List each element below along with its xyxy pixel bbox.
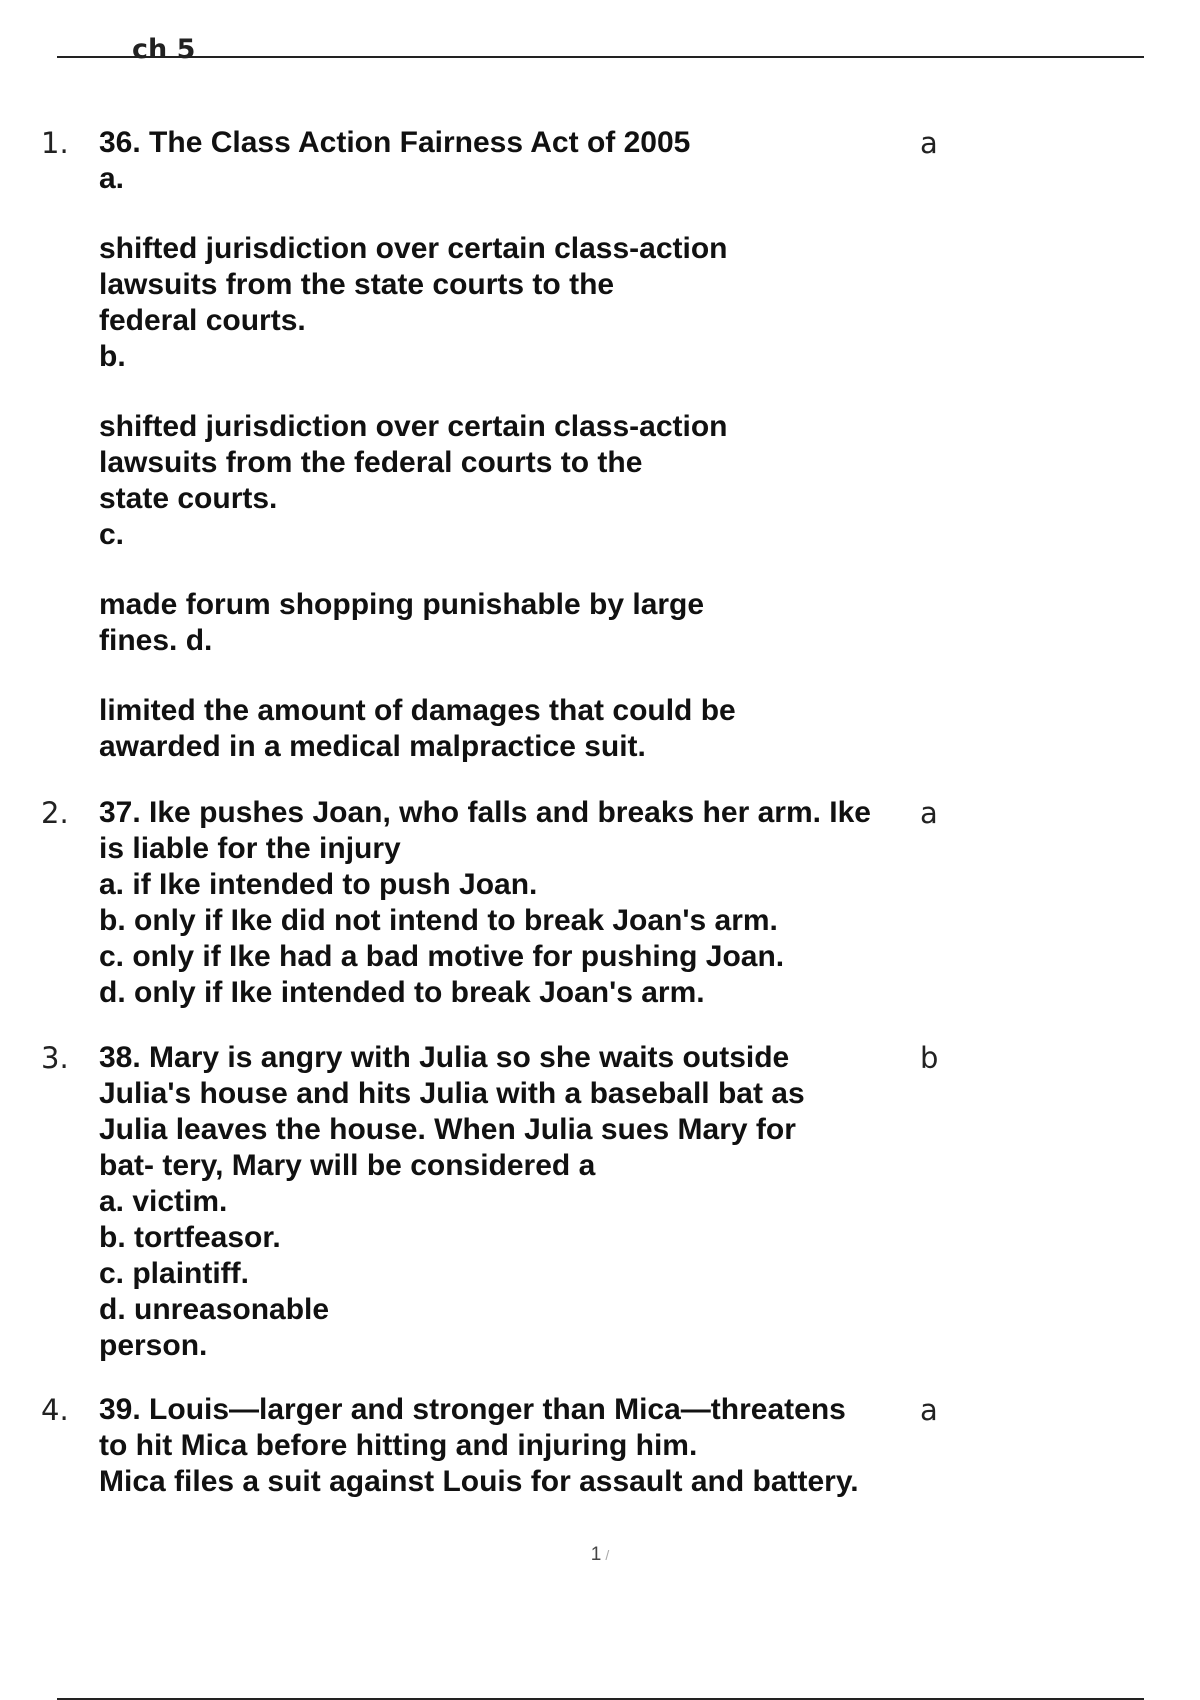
question-text: Julia's house and hits Julia with a baseball bat as	[99, 1077, 805, 1110]
question-number: 3.	[41, 1041, 69, 1075]
option-text: state courts.	[99, 482, 278, 515]
option-text: lawsuits from the state courts to the	[99, 268, 615, 301]
page-number	[0, 1544, 1200, 1566]
option-text: federal courts.	[99, 304, 306, 337]
question-text: 38. Mary is angry with Julia so she waits outside	[99, 1041, 790, 1074]
question-text: Mica files a suit against Louis for assault and battery.	[99, 1465, 859, 1498]
option-text: shifted jurisdiction over certain class-action	[99, 410, 728, 443]
answer-key: b	[920, 1041, 939, 1075]
option-text: person.	[99, 1329, 208, 1362]
option-text: c. only if Ike had a bad motive for pushing Joan.	[99, 940, 785, 973]
answer-key: a	[920, 796, 938, 830]
page-number-value: 1	[590, 1544, 602, 1565]
question-text: 37. Ike pushes Joan, who falls and breaks her arm. Ike	[99, 796, 871, 829]
question-number: 2.	[41, 796, 69, 830]
question-text: 36. The Class Action Fairness Act of 2005	[99, 126, 691, 159]
question-text: Julia leaves the house. When Julia sues Mary for	[99, 1113, 796, 1146]
option-text: a. if Ike intended to push Joan.	[99, 868, 538, 901]
option-text: lawsuits from the federal courts to the	[99, 446, 643, 479]
option-text: fines. d.	[99, 624, 213, 657]
answer-key: a	[920, 1393, 938, 1427]
option-label: b.	[99, 340, 126, 373]
question-number: 4.	[41, 1393, 69, 1427]
option-text: a. victim.	[99, 1185, 228, 1218]
header-divider	[57, 56, 1144, 58]
page-title: ch 5	[132, 34, 196, 65]
question-body	[99, 1392, 919, 1500]
question-text: 39. Louis—larger and stronger than Mica—threatens	[99, 1393, 846, 1426]
question-text: bat- tery, Mary will be considered a	[99, 1149, 596, 1182]
question-text: is liable for the injury	[99, 832, 401, 865]
option-label: a.	[99, 162, 125, 195]
page-number-separator: /	[605, 1547, 610, 1563]
option-text: b. tortfeasor.	[99, 1221, 281, 1254]
option-text: made forum shopping punishable by large	[99, 588, 705, 621]
option-text: d. only if Ike intended to break Joan's arm.	[99, 976, 705, 1009]
option-text: c. plaintiff.	[99, 1257, 249, 1290]
question-text: to hit Mica before hitting and injuring him.	[99, 1429, 698, 1462]
option-text: limited the amount of damages that could be	[99, 694, 736, 727]
question-number: 1.	[41, 126, 69, 160]
question-body	[99, 125, 919, 765]
option-text: shifted jurisdiction over certain class-action	[99, 232, 728, 265]
question-body	[99, 1040, 919, 1364]
option-label: c.	[99, 518, 125, 551]
option-text: b. only if Ike did not intend to break Joan's arm.	[99, 904, 778, 937]
option-text: awarded in a medical malpractice suit.	[99, 730, 646, 763]
question-body	[99, 795, 919, 1011]
option-text: d. unreasonable	[99, 1293, 330, 1326]
answer-key: a	[920, 126, 938, 160]
